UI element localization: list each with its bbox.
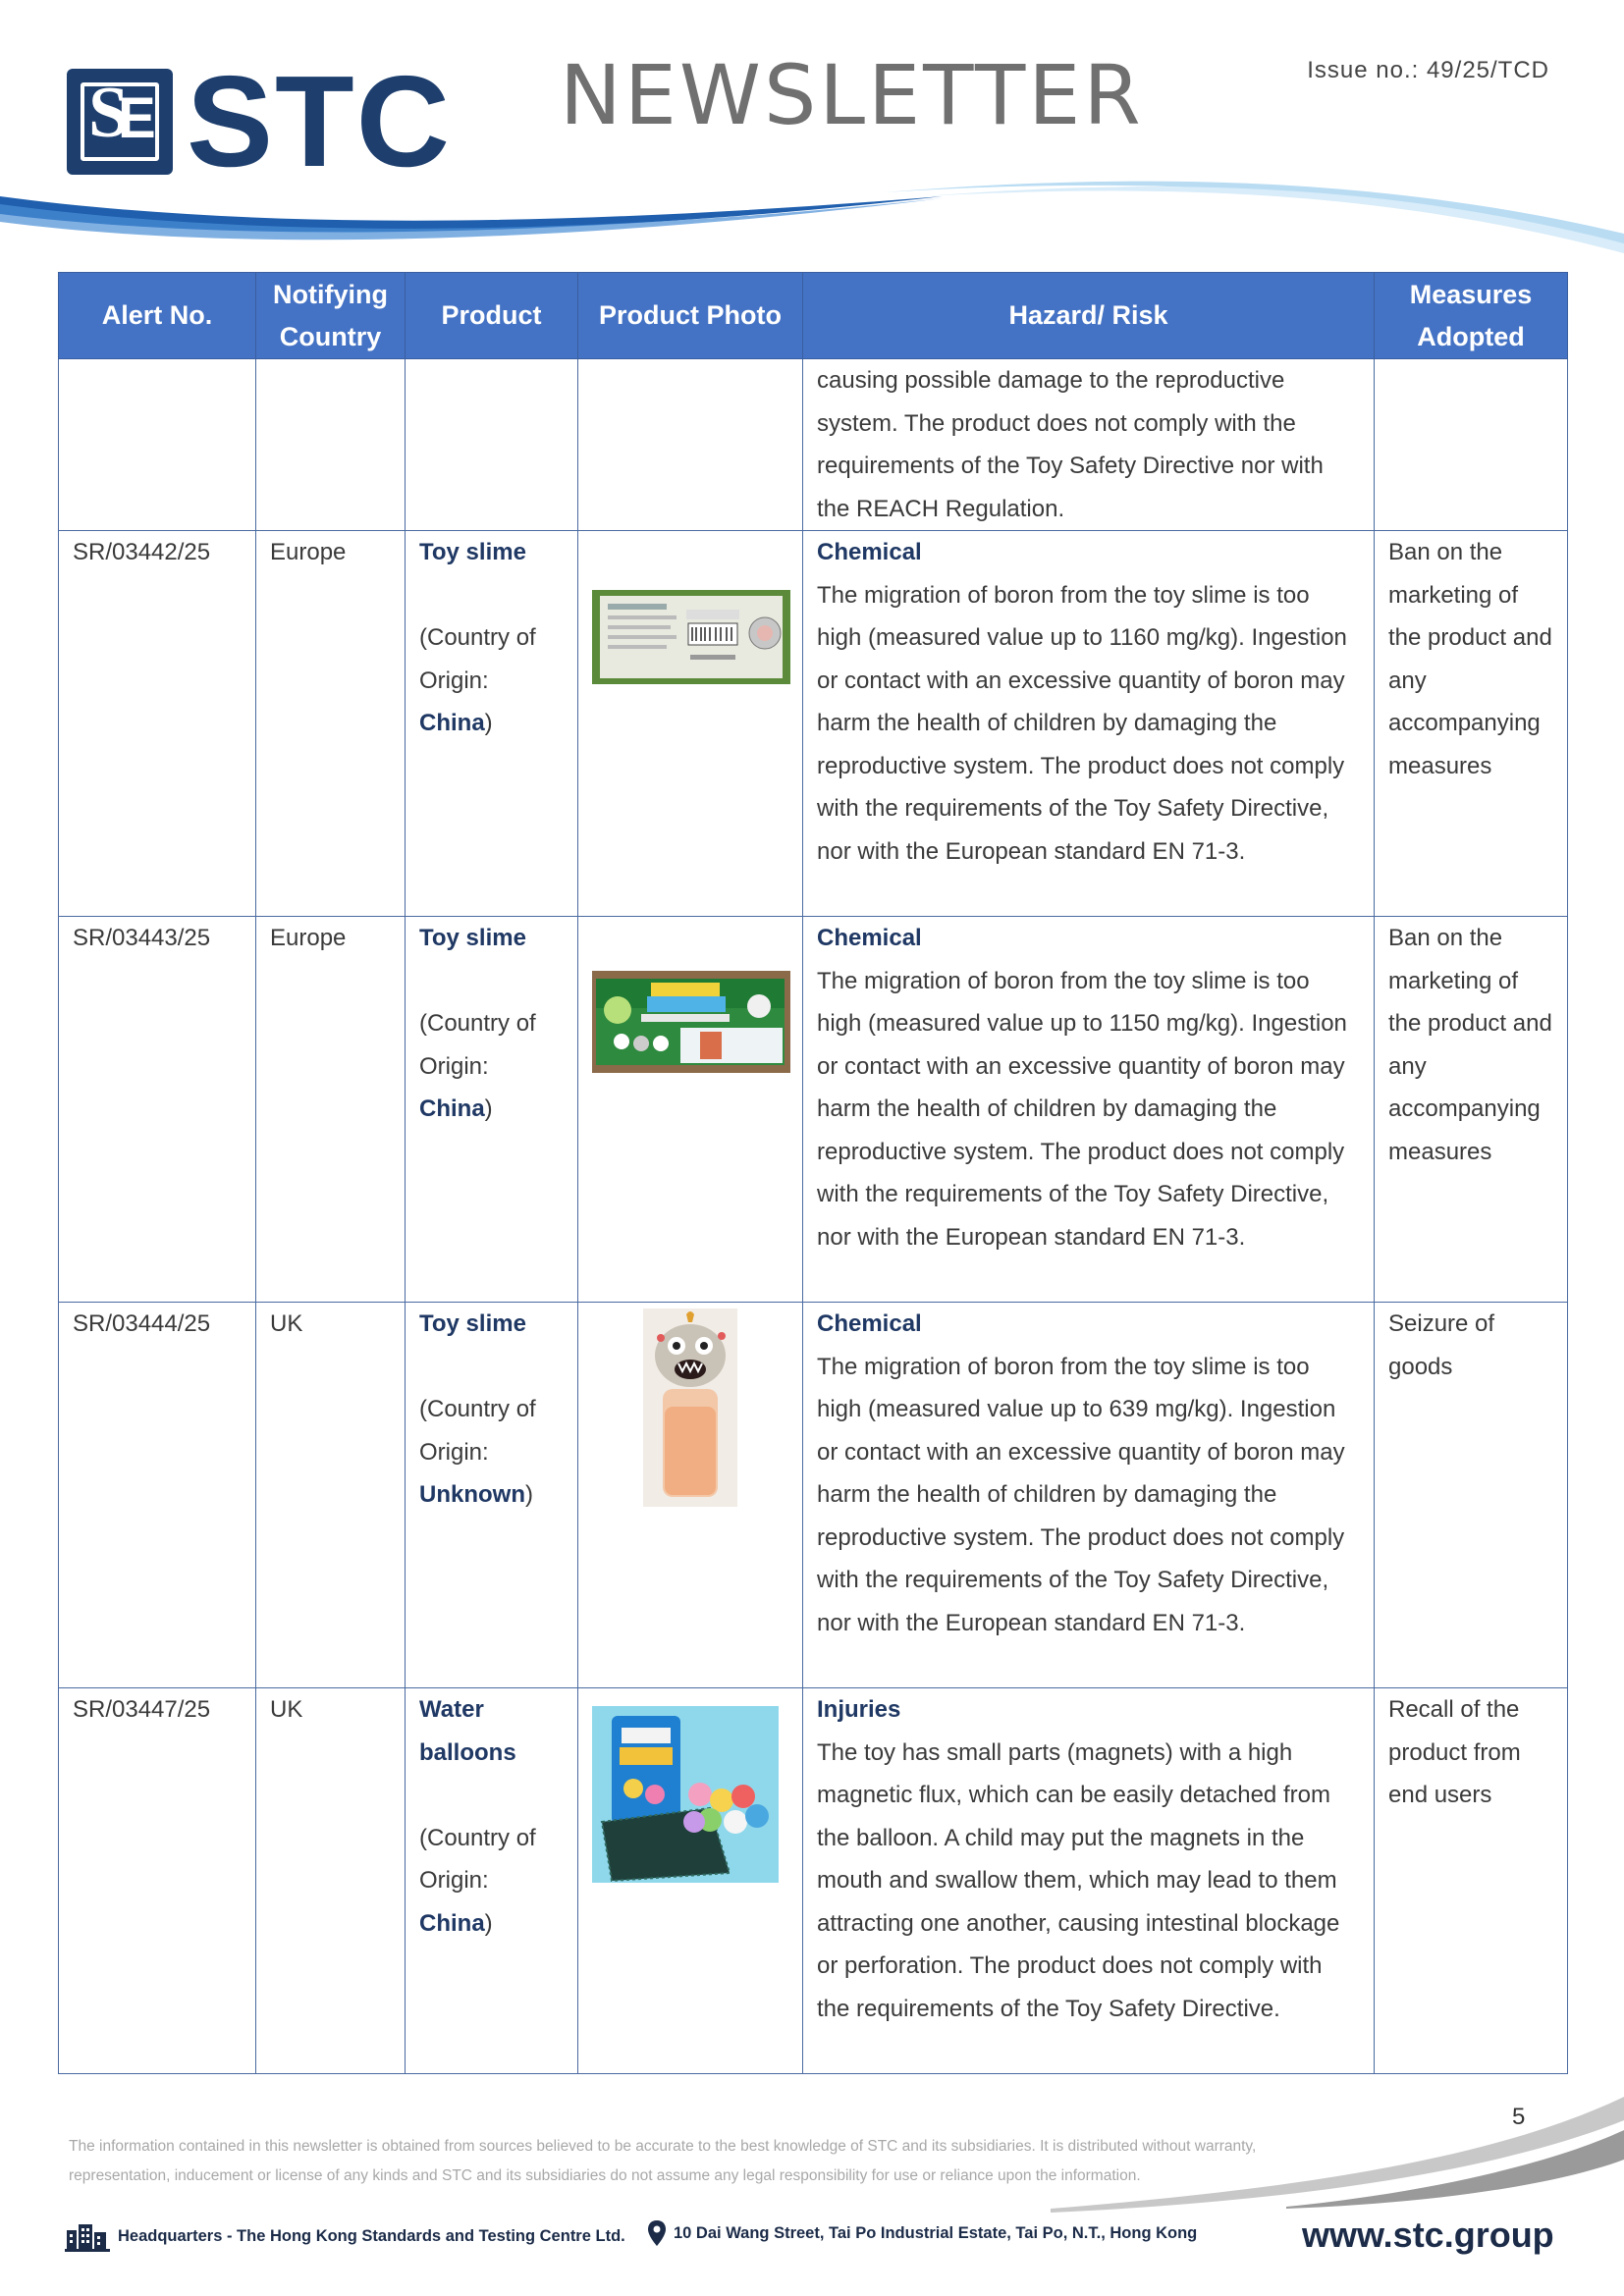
alert-number: SR/03443/25: [59, 917, 256, 1303]
column-header-country: Notifying Country: [256, 273, 406, 359]
origin-prefix: (Country of Origin:: [419, 1824, 536, 1894]
product-photo-cell: [578, 531, 803, 917]
origin-suffix: ): [484, 1095, 493, 1122]
product-name: Toy slime: [419, 925, 526, 951]
hazard-cell: [803, 531, 1375, 917]
product-name: Toy slime: [419, 1310, 526, 1337]
notifying-country: UK: [256, 1303, 406, 1688]
origin-suffix: ): [484, 1909, 493, 1937]
hazard-type: Injuries: [817, 1696, 901, 1723]
origin-prefix: (Country of Origin:: [419, 1010, 536, 1080]
table-row: [59, 531, 1568, 917]
hazard-cell: [803, 1688, 1375, 2074]
product-photo-cell: [578, 1688, 803, 2074]
column-header-photo: Product Photo: [578, 273, 803, 359]
table-row: [59, 917, 1568, 1303]
alert-number: SR/03444/25: [59, 1303, 256, 1688]
issue-number: Issue no.: 49/25/TCD: [1307, 57, 1549, 83]
header-swoosh-decoration: [0, 177, 1624, 255]
origin-country: China: [419, 1095, 485, 1122]
location-pin-icon: [648, 2220, 666, 2246]
hazard-description: The toy has small parts (magnets) with a high magnetic flux, which can be easily detached from the balloon. A child may put the magnets in the mouth and swallow them, which may lead to them attracting one another, causing intestinal blockage or perforation. The product does not comply with the requirements of the Toy Safety Directive.: [817, 1738, 1340, 2022]
headquarters-text: Headquarters - The Hong Kong Standards and Testing Centre Ltd.: [118, 2226, 625, 2245]
product-cell: [406, 1688, 578, 2074]
measures-adopted: Seizure of goods: [1375, 1303, 1568, 1688]
hazard-cell: [803, 917, 1375, 1303]
website-link[interactable]: www.stc.group: [1302, 2215, 1554, 2255]
page-number: 5: [1512, 2104, 1526, 2130]
hazard-description: The migration of boron from the toy slime is too high (measured value up to 1150 mg/kg). Ingestion or contact with an excessive quantity of boron may harm the health of children by damaging the reproductive system. The product does not comply with the requirements of the Toy Safety Directive, nor with the European standard EN 71-3.: [817, 967, 1347, 1251]
monster-slime-jar-photo-icon: [643, 1308, 737, 1507]
column-header-alert-no: Alert No.: [59, 273, 256, 359]
notifying-country: Europe: [256, 531, 406, 917]
product-cell: [406, 531, 578, 917]
column-header-product: Product: [406, 273, 578, 359]
product-name: Water balloons: [419, 1696, 516, 1766]
table-header-row: [59, 273, 1568, 359]
origin-country: Unknown: [419, 1481, 525, 1508]
product-photo-cell: [578, 917, 803, 1303]
origin-country: China: [419, 710, 485, 736]
water-balloons-photo-icon: [592, 1706, 779, 1883]
table-row: [59, 1303, 1568, 1688]
headquarters-line: [65, 2220, 625, 2252]
hazard-type: Chemical: [817, 1310, 922, 1337]
product-photo-cell: [578, 1303, 803, 1688]
measures-adopted: Ban on the marketing of the product and any accompanying measures: [1375, 531, 1568, 917]
building-icon: [65, 2220, 110, 2252]
disclaimer-text: The information contained in this newsletter is obtained from sources believed to be accurate to the best knowledge of STC and its subsidiaries. It is distributed without warranty, representation, inducement or license of any kinds and STC and its subsidiaries do not assume any legal responsibility for use or reliance upon the information.: [69, 2138, 1257, 2184]
origin-suffix: ): [525, 1481, 533, 1508]
origin-prefix: (Country of Origin:: [419, 624, 536, 694]
table-row-continued: [59, 359, 1568, 531]
alert-number: SR/03447/25: [59, 1688, 256, 2074]
origin-prefix: (Country of Origin:: [419, 1396, 536, 1466]
column-header-measures: Measures Adopted: [1375, 273, 1568, 359]
origin-suffix: ): [484, 710, 493, 736]
notifying-country: Europe: [256, 917, 406, 1303]
toy-slime-kit-photo-icon: [592, 971, 790, 1073]
product-cell: [406, 917, 578, 1303]
origin-country: China: [419, 1909, 485, 1937]
address-text: 10 Dai Wang Street, Tai Po Industrial Estate, Tai Po, N.T., Hong Kong: [674, 2223, 1198, 2242]
toy-slime-box-photo-icon: [592, 590, 790, 684]
safety-alerts-table: [58, 272, 1568, 2074]
column-header-hazard: Hazard/ Risk: [803, 273, 1375, 359]
hazard-continued-text: causing possible damage to the reproductive system. The product does not comply with the requirements of the Toy Safety Directive nor with the REACH Regulation.: [803, 359, 1375, 531]
newsletter-title: NEWSLETTER: [560, 47, 1144, 143]
brand-name: STC: [187, 49, 452, 193]
notifying-country: UK: [256, 1688, 406, 2074]
stc-emblem-icon: S E: [67, 69, 173, 175]
measures-adopted: Ban on the marketing of the product and any accompanying measures: [1375, 917, 1568, 1303]
table-row: [59, 1688, 1568, 2074]
hazard-type: Chemical: [817, 925, 922, 951]
product-cell: [406, 1303, 578, 1688]
hazard-description: The migration of boron from the toy slime is too high (measured value up to 1160 mg/kg). Ingestion or contact with an excessive quantity of boron may harm the health of children by damaging the reproductive system. The product does not comply with the requirements of the Toy Safety Directive, nor with the European standard EN 71-3.: [817, 581, 1347, 865]
stc-logo: [67, 49, 452, 193]
hazard-description: The migration of boron from the toy slime is too high (measured value up to 639 mg/kg). Ingestion or contact with an excessive quantity of boron may harm the health of children by damaging the reproductive system. The product does not comply with the requirements of the Toy Safety Directive, nor with the European standard EN 71-3.: [817, 1353, 1345, 1636]
hazard-cell: [803, 1303, 1375, 1688]
alert-number: SR/03442/25: [59, 531, 256, 917]
hazard-type: Chemical: [817, 539, 922, 565]
address-line: [648, 2220, 1197, 2246]
measures-adopted: Recall of the product from end users: [1375, 1688, 1568, 2074]
product-name: Toy slime: [419, 539, 526, 565]
